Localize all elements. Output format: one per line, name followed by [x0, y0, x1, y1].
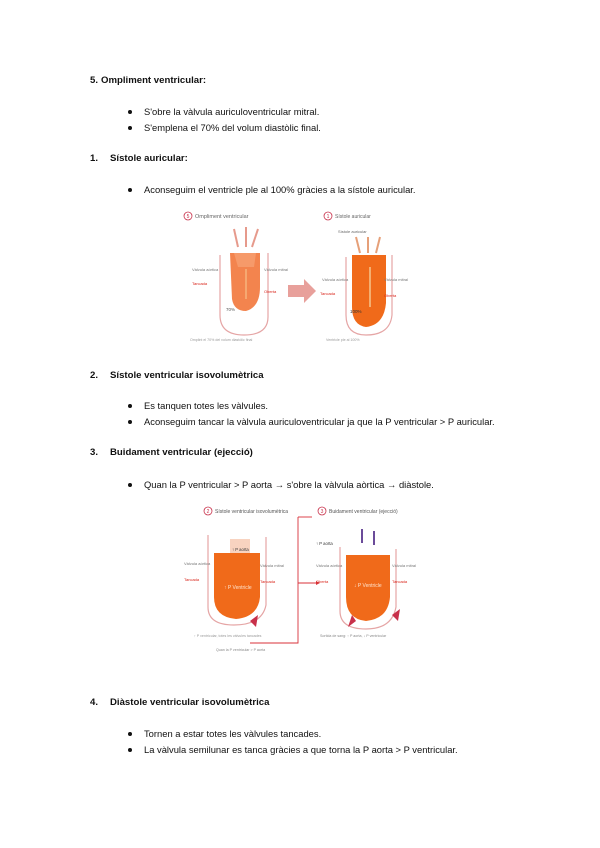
valve-label: Vàlvula aòrtica: [316, 563, 343, 568]
panel-title: Sístole ventricular isovolumètrica: [215, 509, 289, 515]
list-item: [128, 122, 321, 133]
flow-arrow: [376, 237, 380, 253]
section-title-diastole: [90, 697, 269, 708]
valve-state: Tancada: [192, 281, 208, 286]
flow-arrow: [356, 237, 360, 253]
section-title-sistole-auricular: [90, 153, 188, 164]
list-item: [128, 728, 321, 739]
section-number: 3.: [90, 447, 99, 458]
valve-label: Vàlvula mitral: [392, 563, 417, 568]
contraction-arrow: [392, 609, 400, 621]
bullet-icon: [128, 732, 132, 736]
valve-label: Vàlvula aòrtica: [322, 277, 349, 282]
step-number: 2: [206, 509, 210, 515]
contraction-arrow: [250, 615, 258, 627]
section-number: 4.: [90, 697, 99, 708]
list-item: [128, 416, 495, 427]
figure-1-svg: [180, 207, 409, 347]
chamber-label: ↓ P Ventricle: [354, 583, 382, 589]
list-item-text: Aconseguim el ventricle ple al 100% gràcies a la sístole auricular.: [144, 184, 416, 195]
valve-state: Oberta: [316, 579, 329, 584]
chamber-label: ↑ P Ventricle: [224, 585, 252, 591]
section-title-text: Diàstole ventricular isovolumètrica: [110, 697, 270, 708]
step-number: 5: [186, 214, 190, 220]
section-title-text: Ompliment ventricular:: [101, 75, 207, 86]
bullet-icon: [128, 188, 132, 192]
flow-arrow: [234, 229, 238, 247]
list-item: [128, 400, 268, 411]
pressure-label: ↑ P aorta: [232, 547, 249, 552]
valve-state: Tancada: [320, 291, 336, 296]
valve-state: Oberta: [264, 289, 277, 294]
section-title-buidament: [90, 447, 253, 458]
step-number: 1: [326, 214, 330, 220]
valve-label: Vàlvula mitral: [260, 563, 285, 568]
valve-label: Vàlvula mitral: [384, 277, 409, 282]
panel-title: Ompliment ventricular: [195, 214, 249, 220]
section-title-text: Sístole auricular:: [110, 153, 188, 164]
ventricle-blood: [352, 255, 386, 327]
section-number: 5.: [90, 75, 99, 86]
valve-state: Tancada: [184, 577, 200, 582]
fill-percent: 70%: [226, 307, 236, 312]
flow-arrow: [252, 229, 258, 247]
valve-state: Tancada: [392, 579, 408, 584]
list-item-text: S'obre la vàlvula auriculoventricular mitral.: [144, 106, 320, 117]
list-item-text: Tornen a estar totes les vàlvules tancades.: [144, 728, 322, 739]
panel-caption: Ventricle ple al 100%: [326, 338, 360, 342]
step-number: 3: [320, 509, 324, 515]
section-title-sistole-ventricular: [90, 370, 264, 381]
list-item: [128, 479, 434, 490]
section-number: 2.: [90, 370, 99, 381]
figure-ventricular-ejection: [180, 503, 420, 658]
panel-caption: Sortida de sang: ↑ P aorta, ↓ P ventricular: [320, 634, 387, 638]
panel-title: Sístole auricular: [335, 214, 371, 220]
bullet-icon: [128, 404, 132, 408]
list-item-text: S'emplena el 70% del volum diastòlic final.: [144, 122, 321, 133]
valve-label: Vàlvula aòrtica: [184, 561, 211, 566]
bullet-icon: [128, 483, 132, 487]
fill-percent: 100%: [350, 309, 362, 314]
list-item: [128, 106, 319, 117]
connector-label: Quan la P ventricular > P aorta: [216, 648, 266, 652]
panel-title: Buidament ventricular (ejecció): [329, 509, 398, 515]
list-item-text: Aconseguim tancar la vàlvula auriculoventricular ja que la P ventricular > P auricular.: [144, 416, 495, 427]
section-title-text: Sístole ventricular isovolumètrica: [110, 370, 264, 381]
panel-caption: ↑ P ventricular, totes les vàlvules tancades: [194, 634, 262, 638]
valve-label: Vàlvula mitral: [264, 267, 289, 272]
section-title-text: Buidament ventricular (ejecció): [110, 447, 253, 458]
list-item: [128, 744, 458, 755]
valve-label: Vàlvula aòrtica: [192, 267, 219, 272]
list-item-text: La vàlvula semilunar es tanca gràcies a que torna la P aorta > P ventricular.: [144, 744, 458, 755]
top-label: Sístole auricular: [338, 229, 367, 234]
bullet-icon: [128, 110, 132, 114]
panel-caption: Omplint el 70% del volum diastòlic final: [190, 338, 253, 342]
figure-ventricular-filling: [180, 207, 409, 347]
bullet-icon: [128, 748, 132, 752]
valve-state: Tancada: [260, 579, 276, 584]
list-item-text: Quan la P ventricular > P aorta → s'obre la vàlvula aòrtica → diàstole.: [144, 479, 434, 490]
section-title-ompliment: [90, 75, 206, 86]
pressure-label: ↑ P aorta: [316, 541, 333, 546]
transition-arrow: [288, 279, 316, 303]
list-item-text: Es tanquen totes les vàlvules.: [144, 400, 269, 411]
section-number: 1.: [90, 153, 99, 164]
figure-2-svg: [180, 503, 420, 658]
bullet-icon: [128, 420, 132, 424]
list-item: [128, 184, 416, 195]
valve-state: Oberta: [384, 293, 397, 298]
bullet-icon: [128, 126, 132, 130]
